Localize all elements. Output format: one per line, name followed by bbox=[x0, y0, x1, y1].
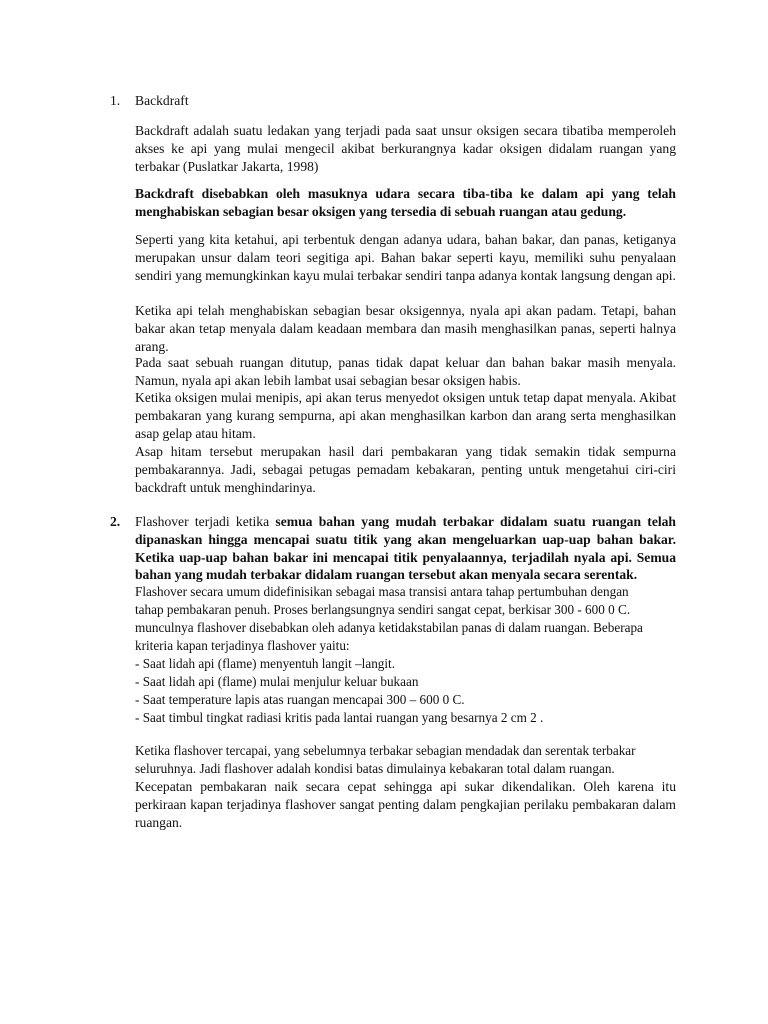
item-2-list-item: - Saat temperature lapis atas ruangan mencapai 300 – 600 0 C. bbox=[135, 692, 465, 707]
item-2-paragraph-intro bbox=[135, 513, 676, 584]
item-1-paragraph-smoldering: Ketika api telah menghabiskan sebagian besar oksigennya, nyala api akan padam. Tetapi, bahan bakar akan tetap menyala dalam keadaan membara dan masih menghasilkan panas, seperti halnya arang. bbox=[135, 303, 676, 354]
item-2-list-item: - Saat lidah api (flame) mulai menjulur keluar bukaan bbox=[135, 674, 419, 689]
item-2-criteria-block bbox=[135, 583, 676, 727]
item-2-paragraph-final: Kecepatan pembakaran naik secara cepat sehingga api sukar dikendalikan. Oleh karena itu perkiraan kapan terjadinya flashover sangat penting dalam pengkajian perilaku pembakaran dalam ruangan. bbox=[135, 779, 676, 830]
item-1-paragraph-fire-triangle: Seperti yang kita ketahui, api terbentuk dengan adanya udara, bahan bakar, dan panas, ketiganya merupakan unsur dalam teori segitiga api. Bahan bakar seperti kayu, memiliki suhu penyalaan sendiri yang memungkinkan kayu mulai terbakar sendiri tanpa adanya kontak langsung dengan api. bbox=[135, 232, 676, 283]
item-1-paragraph-definition: Backdraft adalah suatu ledakan yang terjadi pada saat unsur oksigen secara tibatiba memperoleh akses ke api yang mulai mengecil akibat berkurangnya kadar oksigen didalam ruangan yang terbakar (Puslatkar Jakarta, 1998) bbox=[135, 123, 676, 174]
item-1-title: Backdraft bbox=[135, 93, 189, 108]
item-1-paragraph-oxygen-thin: Ketika oksigen mulai menipis, api akan terus menyedot oksigen untuk tetap dapat menyala. Akibat pembakaran yang kurang sempurna, api akan menghasilkan karbon dan arang serta menghasilkan asap gelap atau hitam. bbox=[135, 390, 676, 441]
item-2-list-item: - Saat lidah api (flame) menyentuh langit –langit. bbox=[135, 656, 396, 671]
item-1-number: 1. bbox=[110, 93, 121, 108]
item-1-paragraph-black-smoke: Asap hitam tersebut merupakan hasil dari pembakaran yang tidak semakin tidak sempurna pembakarannya. Jadi, sebagai petugas pemadam kebakaran, penting untuk mengetahui ciri-ciri backdraft untuk menghindarinya. bbox=[135, 444, 676, 495]
item-2-closing-line: Ketika flashover tercapai, yang sebelumnya terbakar sebagian mendadak dan serentak terbakar bbox=[135, 743, 636, 758]
item-2-list-item: - Saat timbul tingkat radiasi kritis pada lantai ruangan yang besarnya 2 cm 2 . bbox=[135, 710, 544, 725]
item-2-number: 2. bbox=[110, 514, 121, 529]
item-1-paragraph-closed-room: Pada saat sebuah ruangan ditutup, panas tidak dapat keluar dan bahan bakar masih menyala. Namun, nyala api akan lebih lambat usai sebagian besar oksigen habis. bbox=[135, 355, 676, 388]
item-1-paragraph-cause: Backdraft disebabkan oleh masuknya udara secara tiba-tiba ke dalam api yang telah menghabiskan sebagian besar oksigen yang tersedia di sebuah ruangan atau gedung. bbox=[135, 186, 676, 219]
item-2-line: tahap pembakaran penuh. Proses berlangsungnya sendiri sangat cepat, berkisar 300 - 600 0 C. bbox=[135, 602, 631, 617]
item-2-line: kriteria kapan terjadinya flashover yaitu: bbox=[135, 638, 350, 653]
item-2-closing-line: seluruhnya. Jadi flashover adalah kondisi batas dimulainya kebakaran total dalam ruangan. bbox=[135, 761, 615, 776]
item-2-line: munculnya flashover disebabkan oleh adanya ketidakstabilan panas di dalam ruangan. Beberapa bbox=[135, 620, 643, 635]
item-2-intro-lead: Flashover terjadi ketika bbox=[135, 514, 276, 529]
item-2-intro-bold: semua bahan yang mudah terbakar didalam suatu ruangan telah dipanaskan hingga mencapai suatu titik yang akan mengeluarkan uap-uap bahan bakar. Ketika uap-uap bahan bakar ini mencapai titik penyalaannya, terjadilah nyala api. Semua bahan yang mudah terbakar didalam ruangan tersebut akan menyala secara serentak. bbox=[135, 514, 676, 583]
item-2-line: Flashover secara umum didefinisikan sebagai masa transisi antara tahap pertumbuhan dengan bbox=[135, 584, 629, 599]
item-2-closing-block bbox=[135, 742, 676, 778]
